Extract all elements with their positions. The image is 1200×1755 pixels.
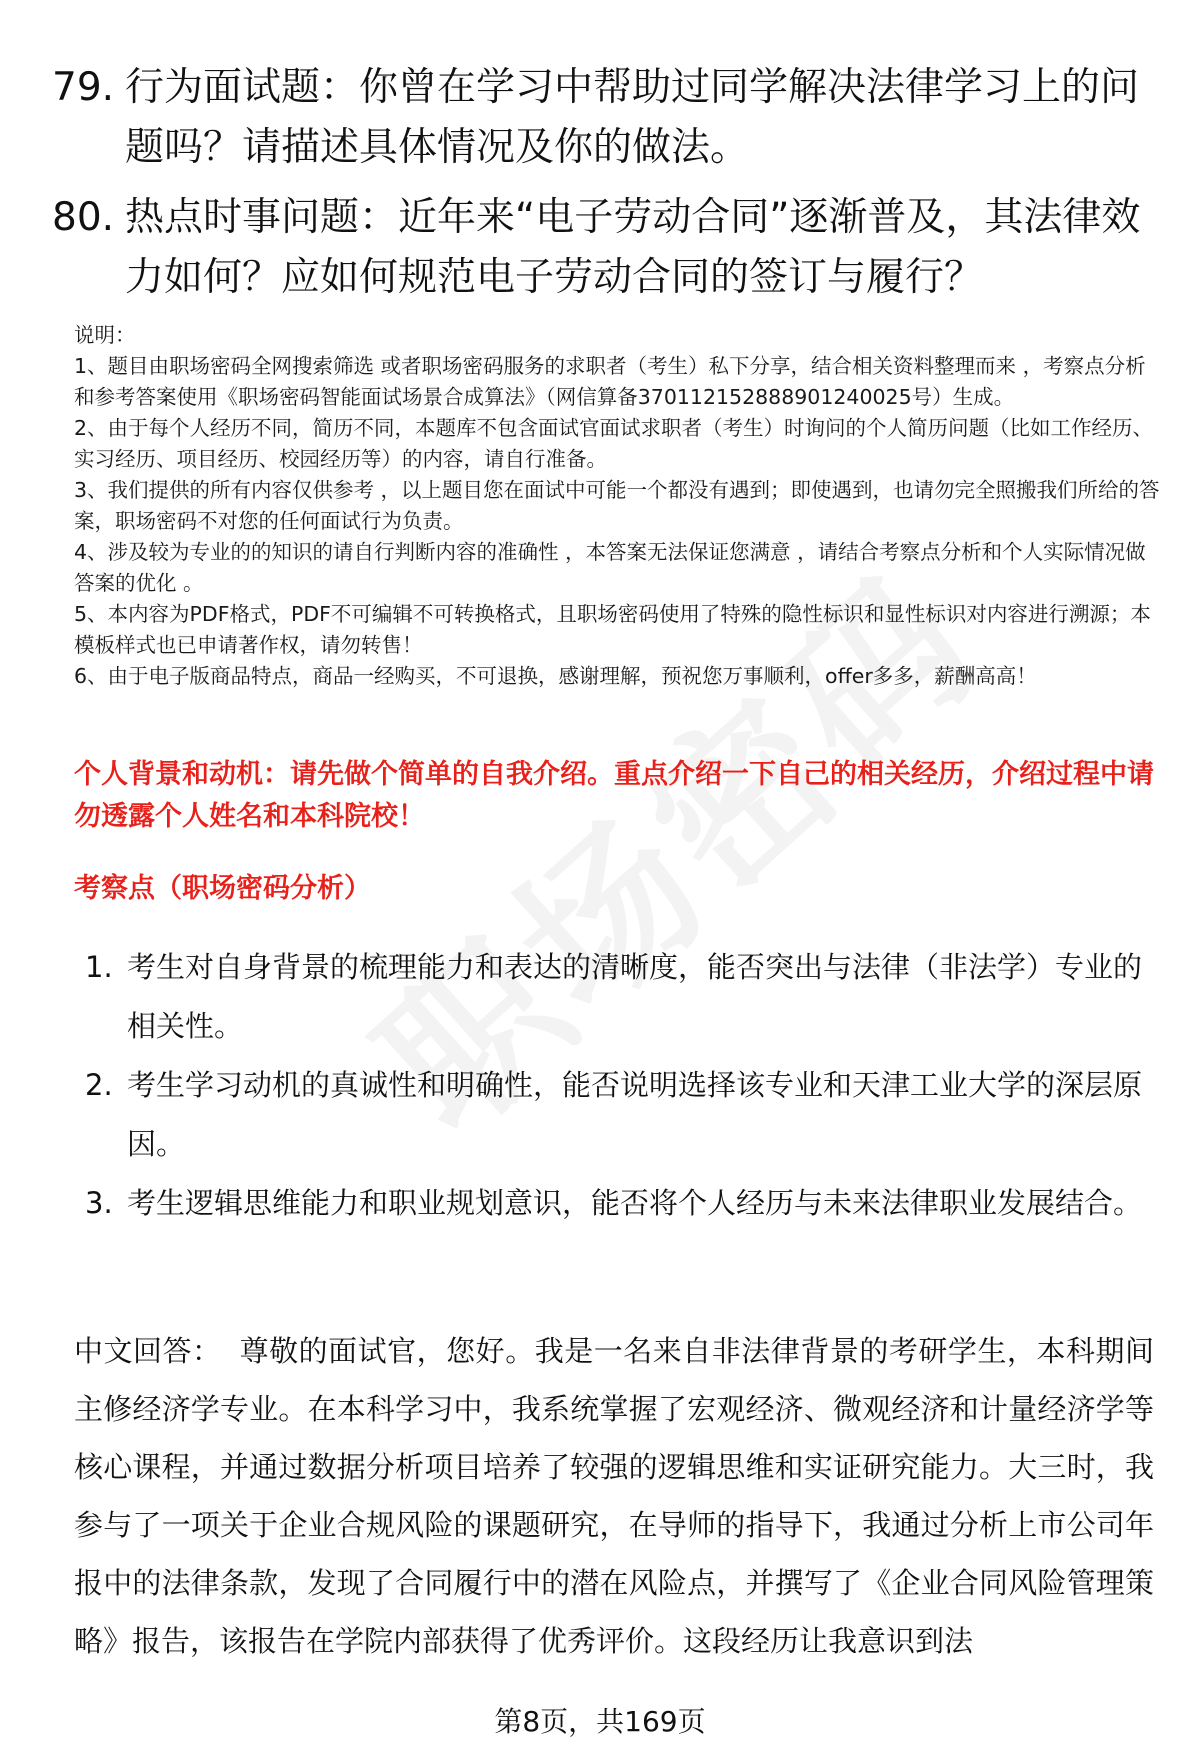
question-79 <box>52 58 1162 178</box>
note-item: 3、我们提供的所有内容仅供参考 ，以上题目您在面试中可能一个都没有遇到；即使遇到，也请勿完全照搬我们所给的答案，职场密码不对您的任何面试行为负责。 <box>74 478 1160 533</box>
answer-text: 尊敬的面试官，您好。我是一名来自非法律背景的考研学生，本科期间主修经济学专业。在本科学习中，我系统掌握了宏观经济、微观经济和计量经济学等核心课程，并通过数据分析项目培养了较强的逻辑思维和实证研究能力。大三时，我参与了一项关于企业合规风险的课题研究，在导师的指导下，我通过分析上市公司年报中的法律条款，发现了合同履行中的潜在风险点，并撰写了《企业合同风险管理策略》报告，该报告在学院内部获得了优秀评价。这段经历让我意识到法 <box>74 1334 1154 1658</box>
intro-question-heading: 个人背景和动机：请先做个简单的自我介绍。重点介绍一下自己的相关经历，介绍过程中请勿透露个人姓名和本科院校！ <box>74 759 1154 832</box>
page-number: 第8页，共169页 <box>494 1705 706 1738</box>
points-title: 考察点（职场密码分析） <box>74 873 371 904</box>
question-number: 80. <box>52 195 115 240</box>
note-item: 2、由于每个人经历不同，简历不同，本题库不包含面试官面试求职者（考生）时询问的个人简历问题（比如工作经历、实习经历、项目经历、校园经历等）的内容，请自行准备。 <box>74 416 1154 471</box>
question-80 <box>52 188 1162 308</box>
point-number: 3. <box>85 1186 113 1220</box>
question-number: 79. <box>52 65 115 110</box>
note-item: 4、涉及较为专业的的知识的请自行判断内容的准确性 ，本答案无法保证您满意 ，请结合考察点分析和个人实际情况做答案的优化 。 <box>74 540 1146 595</box>
answer-label: 中文回答： <box>74 1334 222 1368</box>
list-item <box>80 1056 1150 1174</box>
question-text: 行为面试题：你曾在学习中帮助过同学解决法律学习上的问题吗？请描述具体情况及你的做法。 <box>125 65 1140 170</box>
list-item <box>80 938 1150 1056</box>
point-text: 考生学习动机的真诚性和明确性，能否说明选择该专业和天津工业大学的深层原因。 <box>127 1068 1143 1161</box>
points-list <box>80 938 1150 1233</box>
point-number: 2. <box>85 1068 113 1102</box>
notes-section <box>74 320 1164 692</box>
point-text: 考生对自身背景的梳理能力和表达的清晰度，能否突出与法律（非法学）专业的相关性。 <box>127 950 1143 1043</box>
point-number: 1. <box>85 950 113 984</box>
note-item: 1、题目由职场密码全网搜索筛选 或者职场密码服务的求职者（考生）私下分享，结合相关资料整理而来 ，考察点分析和参考答案使用《职场密码智能面试场景合成算法》（网信算备370112152888901240025号）生成。 <box>74 354 1146 409</box>
question-text: 热点时事问题：近年来“电子劳动合同”逐渐普及，其法律效力如何？应如何规范电子劳动合同的签订与履行？ <box>125 195 1141 300</box>
note-item: 6、由于电子版商品特点，商品一经购买，不可退换，感谢理解，预祝您万事顺利，offer多多，薪酬高高！ <box>74 664 1037 688</box>
answer-section <box>74 1322 1154 1670</box>
note-item: 5、本内容为PDF格式，PDF不可编辑不可转换格式，且职场密码使用了特殊的隐性标识和显性标识对内容进行溯源；本模板样式也已申请著作权，请勿转售！ <box>74 602 1151 657</box>
notes-heading: 说明： <box>74 323 136 347</box>
list-item <box>80 1174 1150 1233</box>
point-text: 考生逻辑思维能力和职业规划意识，能否将个人经历与未来法律职业发展结合。 <box>127 1186 1143 1220</box>
